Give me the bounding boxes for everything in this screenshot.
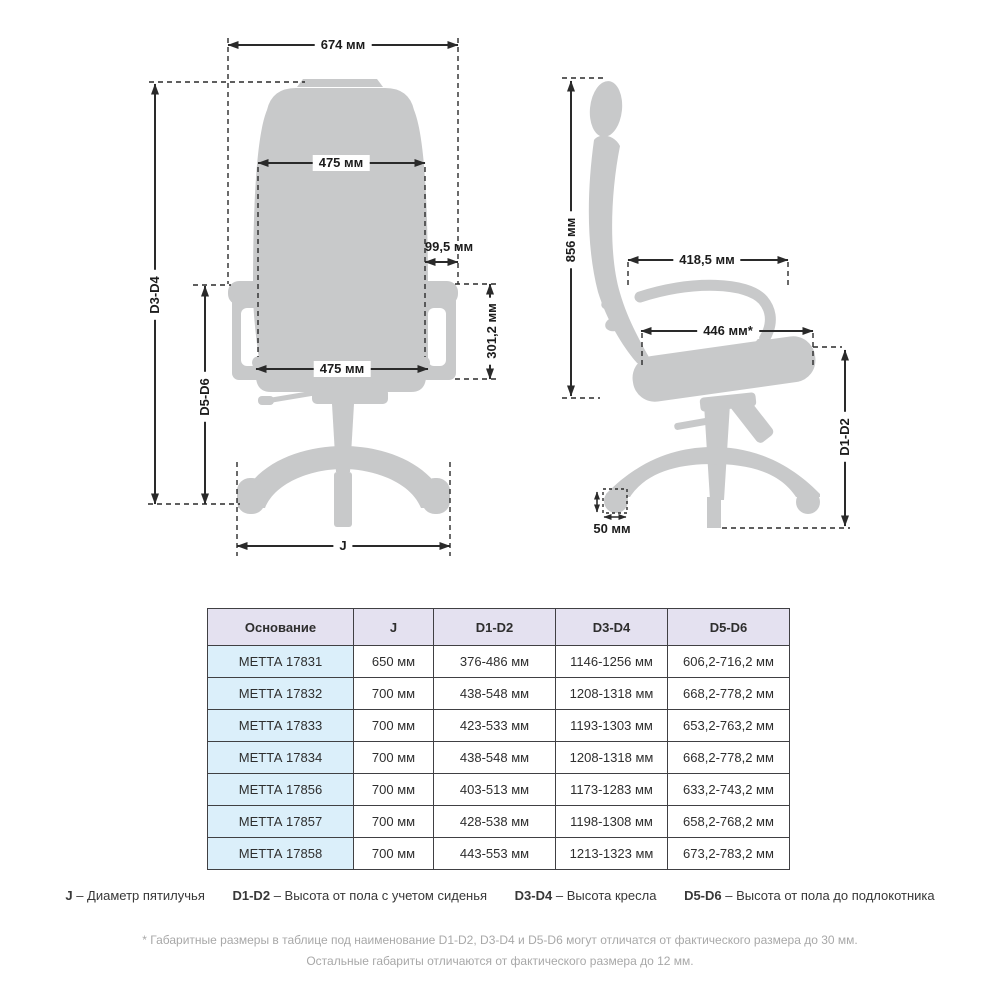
dim-armrest-height: 301,2 мм — [484, 297, 500, 364]
table-cell: 1173-1283 мм — [556, 774, 668, 806]
chair-side-silhouette — [587, 79, 820, 528]
dim-seat-depth: 446 мм* — [697, 323, 759, 339]
header-d3d4: D3-D4 — [556, 609, 668, 646]
dim-seat-height-label: D1-D2 — [837, 412, 853, 462]
legend-item-d1d2: D1-D2 – Высота от пола с учетом сиденья — [232, 888, 488, 903]
table-row — [208, 806, 790, 838]
table-cell: 700 мм — [354, 678, 434, 710]
table-cell: 668,2-778,2 мм — [668, 678, 790, 710]
dim-chair-height-label: D3-D4 — [147, 270, 163, 320]
footnote — [0, 930, 1000, 972]
table-cell: 700 мм — [354, 806, 434, 838]
dim-armrest-offset: 99,5 мм — [424, 239, 474, 254]
header-d5d6: D5-D6 — [668, 609, 790, 646]
table-header-row — [208, 609, 790, 646]
legend-item-d5d6: D5-D6 – Высота от пола до подлокотника — [684, 888, 935, 903]
header-j: J — [354, 609, 434, 646]
table-cell: 423-533 мм — [434, 710, 556, 742]
table-cell: 1213-1323 мм — [556, 838, 668, 870]
legend — [0, 887, 1000, 905]
table-row — [208, 774, 790, 806]
model-cell: МЕТТА 17858 — [208, 838, 354, 870]
model-cell: МЕТТА 17856 — [208, 774, 354, 806]
table-cell: 403-513 мм — [434, 774, 556, 806]
legend-item-j: J – Диаметр пятилучья — [65, 888, 205, 903]
header-d1d2: D1-D2 — [434, 609, 556, 646]
table-cell: 668,2-778,2 мм — [668, 742, 790, 774]
table-cell: 1193-1303 мм — [556, 710, 668, 742]
dim-caster-size: 50 мм — [593, 521, 631, 536]
dim-back-height: 856 мм — [563, 212, 579, 269]
dim-armrest-floor-label: D5-D6 — [197, 372, 213, 422]
table-cell: 1198-1308 мм — [556, 806, 668, 838]
table-cell: 633,2-743,2 мм — [668, 774, 790, 806]
dimensions-table — [207, 608, 790, 870]
table-cell: 650 мм — [354, 646, 434, 678]
table-cell: 438-548 мм — [434, 742, 556, 774]
footnote-line-2: Остальные габариты отличаются от фактического размера до 12 мм. — [306, 954, 694, 968]
table-row — [208, 678, 790, 710]
table-row — [208, 838, 790, 870]
legend-item-d3d4: D3-D4 – Высота кресла — [514, 888, 657, 903]
table-cell: 700 мм — [354, 710, 434, 742]
dim-base-diameter-label: J — [333, 538, 352, 554]
table-row — [208, 742, 790, 774]
model-cell: МЕТТА 17834 — [208, 742, 354, 774]
table-cell: 1146-1256 мм — [556, 646, 668, 678]
dim-back-depth: 418,5 мм — [673, 252, 740, 268]
table-cell: 606,2-716,2 мм — [668, 646, 790, 678]
header-base: Основание — [208, 609, 354, 646]
model-cell: МЕТТА 17831 — [208, 646, 354, 678]
dim-overall-width: 674 мм — [315, 37, 372, 53]
model-cell: МЕТТА 17832 — [208, 678, 354, 710]
table-cell: 700 мм — [354, 838, 434, 870]
chair-front-silhouette — [228, 79, 458, 527]
table-cell: 653,2-763,2 мм — [668, 710, 790, 742]
table-cell: 1208-1318 мм — [556, 678, 668, 710]
table-cell: 1208-1318 мм — [556, 742, 668, 774]
table-cell: 658,2-768,2 мм — [668, 806, 790, 838]
table-cell: 673,2-783,2 мм — [668, 838, 790, 870]
table-cell: 428-538 мм — [434, 806, 556, 838]
model-cell: МЕТТА 17857 — [208, 806, 354, 838]
table-cell: 443-553 мм — [434, 838, 556, 870]
dim-backrest-width: 475 мм — [313, 155, 370, 171]
table-row — [208, 646, 790, 678]
table-cell: 700 мм — [354, 774, 434, 806]
table-cell: 700 мм — [354, 742, 434, 774]
footnote-line-1: * Габаритные размеры в таблице под наименование D1-D2, D3-D4 и D5-D6 могут отличатся от фактического размера до 30 мм. — [142, 933, 858, 947]
dim-seat-width: 475 мм — [314, 361, 371, 377]
model-cell: МЕТТА 17833 — [208, 710, 354, 742]
table-cell: 438-548 мм — [434, 678, 556, 710]
table-row — [208, 710, 790, 742]
table-cell: 376-486 мм — [434, 646, 556, 678]
